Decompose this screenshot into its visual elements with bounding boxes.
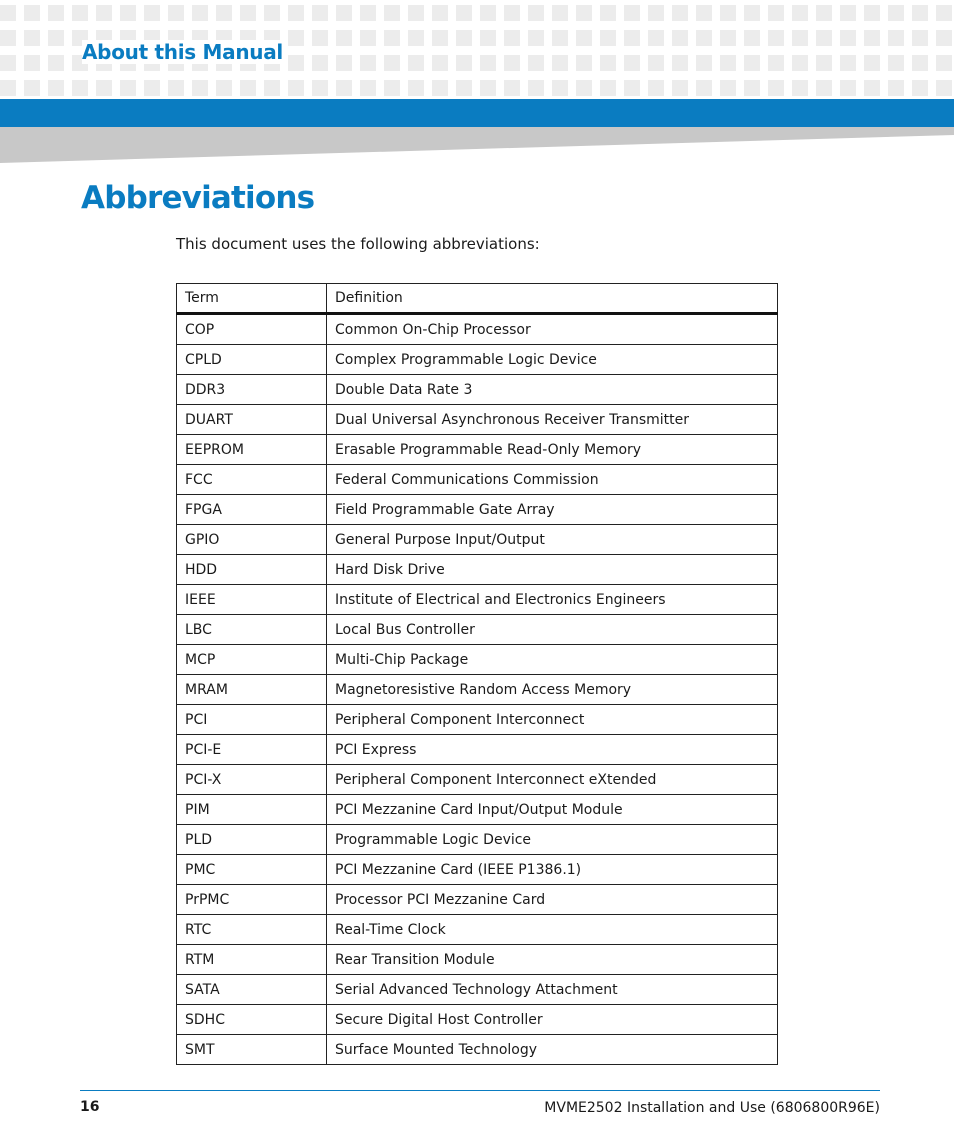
table-row [177,585,778,615]
table-row [177,314,778,345]
definition-cell: Processor PCI Mezzanine Card [327,885,778,915]
term-cell: RTM [177,945,327,975]
definition-cell: Double Data Rate 3 [327,375,778,405]
definition-cell: Programmable Logic Device [327,825,778,855]
definition-cell: Secure Digital Host Controller [327,1005,778,1035]
definition-cell: PCI Mezzanine Card (IEEE P1386.1) [327,855,778,885]
table-row [177,675,778,705]
term-cell: COP [177,314,327,345]
term-cell: PMC [177,855,327,885]
definition-cell: Real-Time Clock [327,915,778,945]
section-title: About this Manual [82,40,287,64]
table-row [177,435,778,465]
term-cell: DUART [177,405,327,435]
abbreviations-table [176,283,778,1065]
table-row [177,345,778,375]
table-row [177,375,778,405]
term-cell: DDR3 [177,375,327,405]
term-cell: PCI-X [177,765,327,795]
table-row [177,915,778,945]
term-cell: PLD [177,825,327,855]
header-blue-band [0,99,954,127]
intro-text: This document uses the following abbreviations: [176,235,540,253]
definition-cell: Serial Advanced Technology Attachment [327,975,778,1005]
table-row [177,825,778,855]
definition-cell: Hard Disk Drive [327,555,778,585]
table-row [177,855,778,885]
definition-cell: Federal Communications Commission [327,465,778,495]
table-row [177,645,778,675]
table-row [177,525,778,555]
term-cell: SATA [177,975,327,1005]
term-cell: PIM [177,795,327,825]
page-number: 16 [80,1099,100,1115]
definition-cell: Dual Universal Asynchronous Receiver Transmitter [327,405,778,435]
table-row [177,465,778,495]
table-row [177,885,778,915]
term-cell: HDD [177,555,327,585]
term-cell: PCI-E [177,735,327,765]
term-cell: CPLD [177,345,327,375]
definition-cell: Field Programmable Gate Array [327,495,778,525]
term-cell: IEEE [177,585,327,615]
definition-cell: Magnetoresistive Random Access Memory [327,675,778,705]
definition-cell: Peripheral Component Interconnect eXtended [327,765,778,795]
table-row [177,555,778,585]
table-row [177,765,778,795]
definition-cell: Peripheral Component Interconnect [327,705,778,735]
page-title: Abbreviations [81,180,315,216]
term-cell: GPIO [177,525,327,555]
table-row [177,495,778,525]
table-row [177,615,778,645]
column-header-term: Term [177,284,327,314]
table-header-row [177,284,778,314]
table-body [177,314,778,1065]
definition-cell: Erasable Programmable Read-Only Memory [327,435,778,465]
term-cell: PrPMC [177,885,327,915]
term-cell: FPGA [177,495,327,525]
document-reference: MVME2502 Installation and Use (6806800R96E) [544,1100,880,1116]
definition-cell: Common On-Chip Processor [327,314,778,345]
term-cell: MRAM [177,675,327,705]
definition-cell: PCI Mezzanine Card Input/Output Module [327,795,778,825]
term-cell: LBC [177,615,327,645]
definition-cell: Rear Transition Module [327,945,778,975]
table-row [177,735,778,765]
term-cell: RTC [177,915,327,945]
definition-cell: PCI Express [327,735,778,765]
term-cell: FCC [177,465,327,495]
term-cell: PCI [177,705,327,735]
term-cell: MCP [177,645,327,675]
term-cell: SDHC [177,1005,327,1035]
term-cell: SMT [177,1035,327,1065]
table-row [177,945,778,975]
table-row [177,795,778,825]
table-row [177,1005,778,1035]
definition-cell: General Purpose Input/Output [327,525,778,555]
table-row [177,705,778,735]
table-row [177,405,778,435]
definition-cell: Institute of Electrical and Electronics Engineers [327,585,778,615]
header-grey-wedge [0,127,954,163]
column-header-definition: Definition [327,284,778,314]
footer-rule [80,1090,880,1091]
term-cell: EEPROM [177,435,327,465]
table-row [177,975,778,1005]
definition-cell: Local Bus Controller [327,615,778,645]
definition-cell: Complex Programmable Logic Device [327,345,778,375]
definition-cell: Multi-Chip Package [327,645,778,675]
definition-cell: Surface Mounted Technology [327,1035,778,1065]
table-row [177,1035,778,1065]
